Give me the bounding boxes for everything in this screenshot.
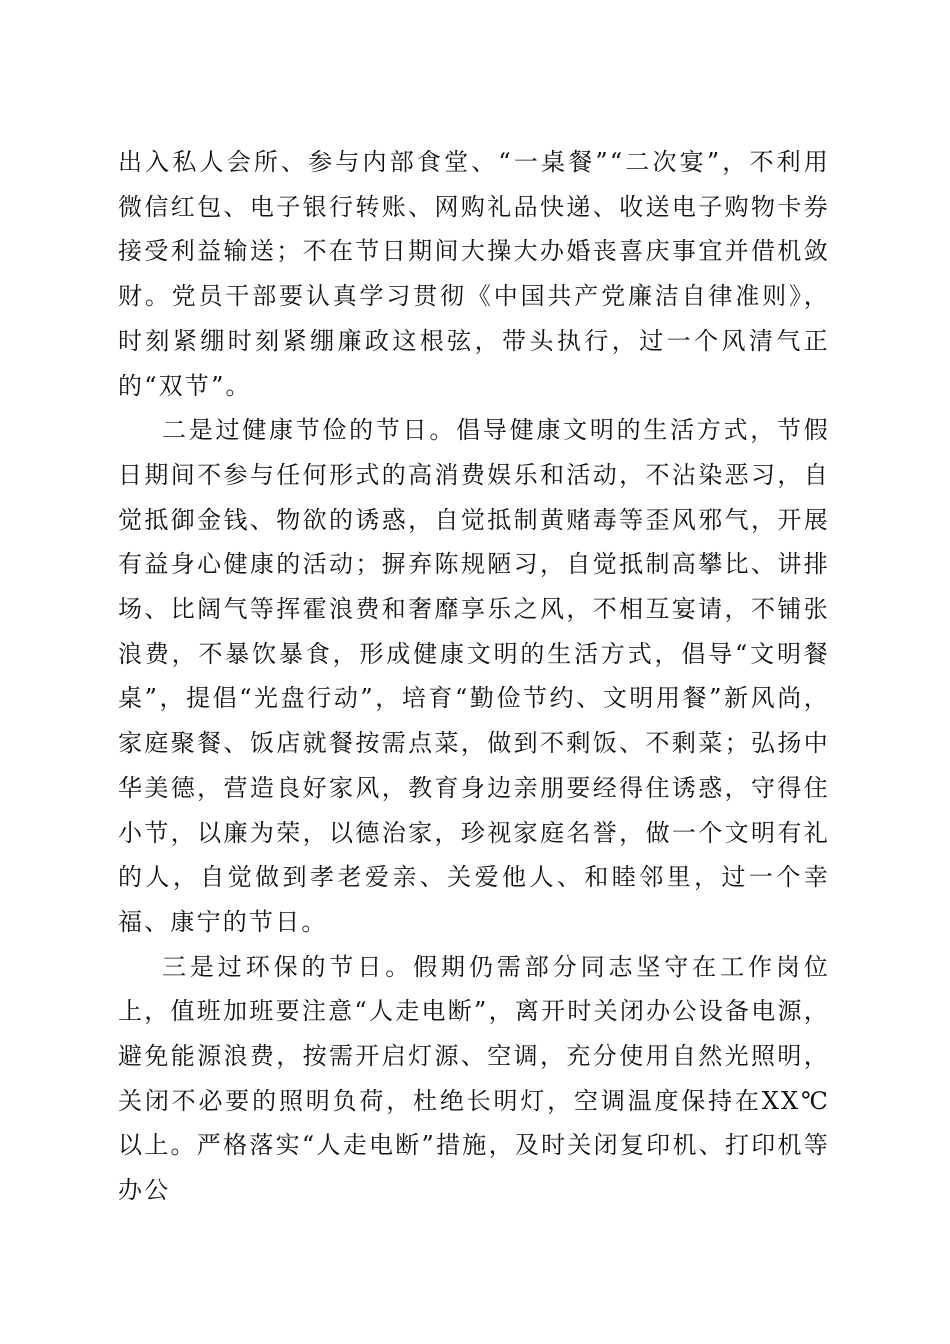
paragraph-eco-holiday <box>118 945 830 1213</box>
paragraph-3-text: 假期仍需部分同志坚守在工作岗位上，值班加班要注意“人走电断”，离开时关闭办公设备电源，避免能源浪费，按需开启灯源、空调，充分使用自然光照明，关闭不必要的照明负荷，杜绝长明灯，空调温度保持在XX℃以上。严格落实“人走电断”措施，及时关闭复印机、打印机等办公 <box>118 952 830 1205</box>
paragraph-2-text: 倡导健康文明的生活方式，节假日期间不参与任何形式的高消费娱乐和活动，不沾染恶习，自觉抵御金钱、物欲的诱惑，自觉抵制黄赌毒等歪风邪气，开展有益身心健康的活动；摒弃陈规陋习，自觉抵制高攀比、讲排场、比阔气等挥霍浪费和奢靡享乐之风，不相互宴请，不铺张浪费，不暴饮暴食，形成健康文明的生活方式，倡导“文明餐桌”，提倡“光盘行动”，培育“勤俭节约、文明用餐”新风尚，家庭聚餐、饭店就餐按需点菜，做到不剩饭、不剩菜；弘扬中华美德，营造良好家风，教育身边亲朋要经得住诱惑，守得住小节，以廉为荣，以德治家，珍视家庭名誉，做一个文明有礼的人，自觉做到孝老爱亲、关爱他人、和睦邻里，过一个幸福、康宁的节日。 <box>118 416 830 936</box>
paragraph-1-text: 出入私人会所、参与内部食堂、“一桌餐”“二次宴”，不利用微信红包、电子银行转账、网购礼品快递、收送电子购物卡券接受利益输送；不在节日期间大操大办婚丧喜庆事宜并借机敛财。党员干部要认真学习贯彻《中国共产党廉洁自律准则》，时刻紧绷时刻紧绷廉政这根弦，带头执行，过一个风清气正的“双节”。 <box>118 148 830 400</box>
paragraph-continuation <box>118 140 830 408</box>
paragraph-2-lead: 二是过健康节俭的节日。 <box>162 416 457 445</box>
paragraph-healthy-frugal-holiday <box>118 408 830 944</box>
document-body <box>118 140 830 1213</box>
paragraph-3-lead: 三是过环保的节日。 <box>162 952 414 981</box>
